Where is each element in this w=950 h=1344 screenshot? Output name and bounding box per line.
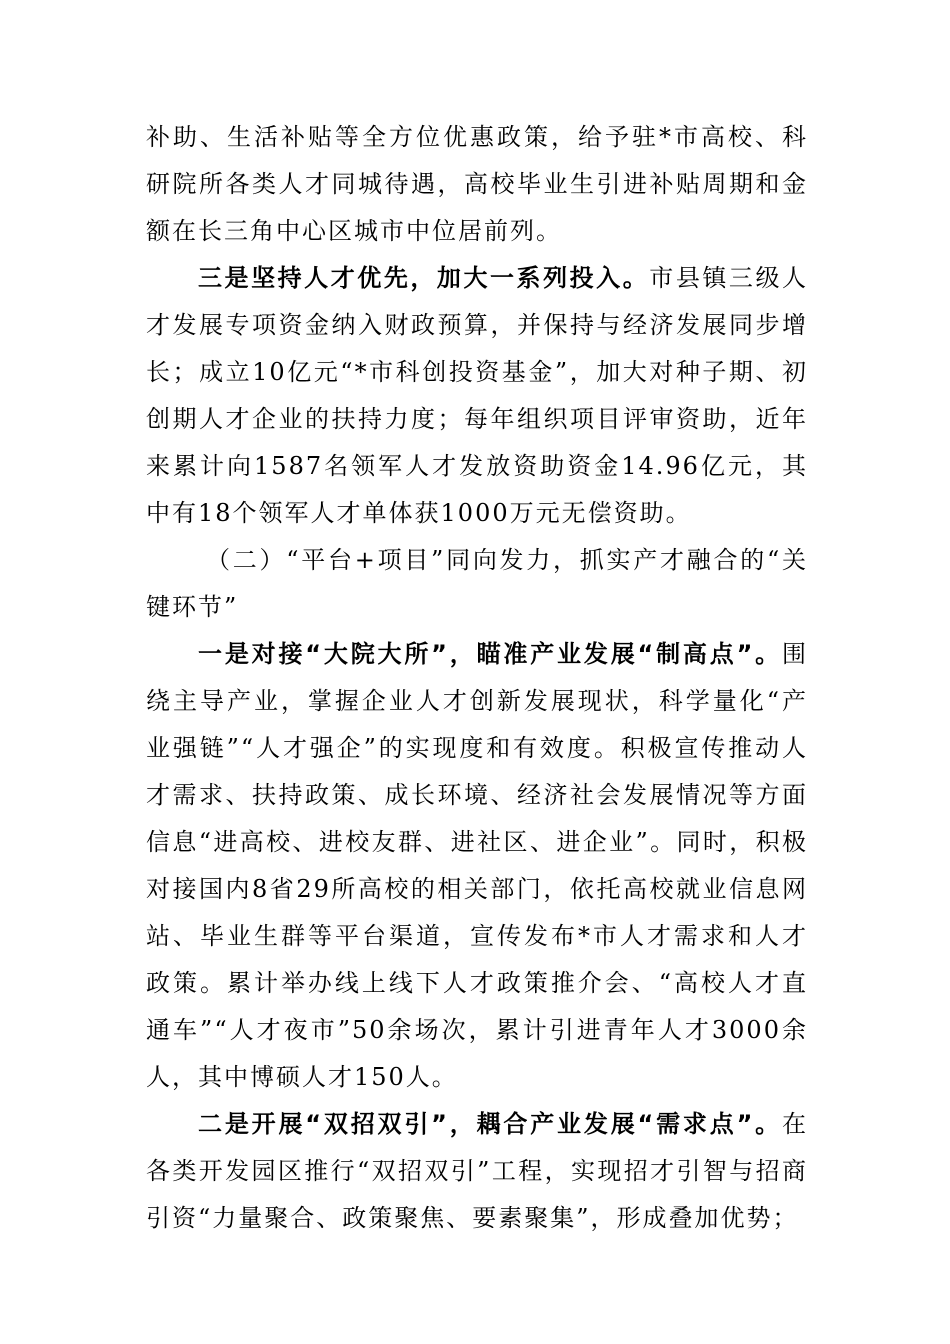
paragraph-text: 补助、生活补贴等全方位优惠政策，给予驻*市高校、科研院所各类人才同城待遇，高校毕业生引进补贴周期和金额在长三角中心区城市中位居前列。 <box>146 123 808 245</box>
document-body <box>146 114 808 1242</box>
paragraph-text: 围绕主导产业，掌握企业人才创新发展现状，科学量化“产业强链”“人才强企”的实现度和有效度。积极宣传推动人才需求、扶持政策、成长环境、经济社会发展情况等方面信息“进高校、进校友群、进社区、进企业”。同时，积极对接国内8省29所高校的相关部门，依托高校就业信息网站、毕业生群等平台渠道，宣传发布*市人才需求和人才政策。累计举办线上线下人才政策推介会、“高校人才直通车”“人才夜市”50余场次，累计引进青年人才3000余人，其中博硕人才150人。 <box>146 640 808 1091</box>
paragraph-lead: 三是坚持人才优先，加大一系列投入。 <box>198 264 650 292</box>
section-heading-text: （二）“平台+项目”同向发力，抓实产才融合的“关键环节” <box>146 546 808 621</box>
paragraph-lead: 二是开展“双招双引”，耦合产业发展“需求点”。 <box>198 1110 782 1138</box>
paragraph-lead: 一是对接“大院大所”，瞄准产业发展“制高点”。 <box>198 640 782 668</box>
paragraph-double-recruitment <box>146 1101 808 1242</box>
paragraph-text: 市县镇三级人才发展专项资金纳入财政预算，并保持与经济发展同步增长；成立10亿元“*市科创投资基金”，加大对种子期、初创期人才企业的扶持力度；每年组织项目评审资助，近年来累计向1587名领军人才发放资助资金14.96亿元，其中有18个领军人才单体获1000万元无偿资助。 <box>146 264 809 527</box>
paragraph-continuation <box>146 114 808 255</box>
paragraph-research-institutes <box>146 631 808 1101</box>
section-heading <box>146 537 808 631</box>
paragraph-talent-priority <box>146 255 808 537</box>
paragraph-text: 在各类开发园区推行“双招双引”工程，实现招才引智与招商引资“力量聚合、政策聚焦、要素聚集”，形成叠加优势； <box>146 1110 808 1232</box>
